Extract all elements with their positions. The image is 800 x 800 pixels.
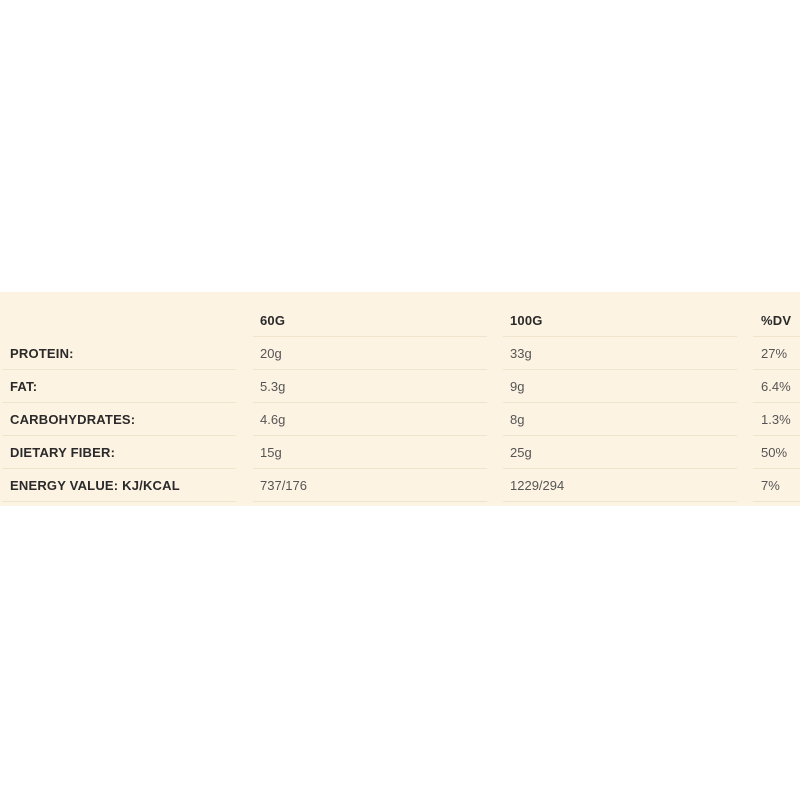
value-per-100g: 1229/294 xyxy=(503,469,737,502)
table-row-protein xyxy=(0,337,800,370)
header-per-60g: 60G xyxy=(253,304,487,337)
header-daily-value: %DV xyxy=(753,304,800,337)
value-per-100g: 25g xyxy=(503,436,737,469)
value-daily-value: 7% xyxy=(753,469,800,502)
nutrient-label: DIETARY FIBER: xyxy=(2,436,236,469)
value-per-60g: 4.6g xyxy=(253,403,487,436)
table-row-carbohydrates xyxy=(0,403,800,436)
table-header-row xyxy=(0,304,800,337)
nutrient-label: CARBOHYDRATES: xyxy=(2,403,236,436)
table-row-fat xyxy=(0,370,800,403)
value-per-100g: 9g xyxy=(503,370,737,403)
value-per-60g: 15g xyxy=(253,436,487,469)
value-daily-value: 1.3% xyxy=(753,403,800,436)
value-daily-value: 50% xyxy=(753,436,800,469)
value-per-60g: 737/176 xyxy=(253,469,487,502)
value-per-100g: 33g xyxy=(503,337,737,370)
value-per-60g: 5.3g xyxy=(253,370,487,403)
nutrient-label: PROTEIN: xyxy=(2,337,236,370)
header-nutrient xyxy=(2,304,236,337)
table-row-dietary-fiber xyxy=(0,436,800,469)
value-daily-value: 27% xyxy=(753,337,800,370)
nutrition-panel xyxy=(0,292,800,506)
value-per-60g: 20g xyxy=(253,337,487,370)
table-row-energy-value xyxy=(0,469,800,502)
nutrient-label: FAT: xyxy=(2,370,236,403)
header-per-100g: 100G xyxy=(503,304,737,337)
value-daily-value: 6.4% xyxy=(753,370,800,403)
nutrient-label: ENERGY VALUE: KJ/KCAL xyxy=(2,469,236,502)
value-per-100g: 8g xyxy=(503,403,737,436)
nutrition-table xyxy=(0,304,800,502)
